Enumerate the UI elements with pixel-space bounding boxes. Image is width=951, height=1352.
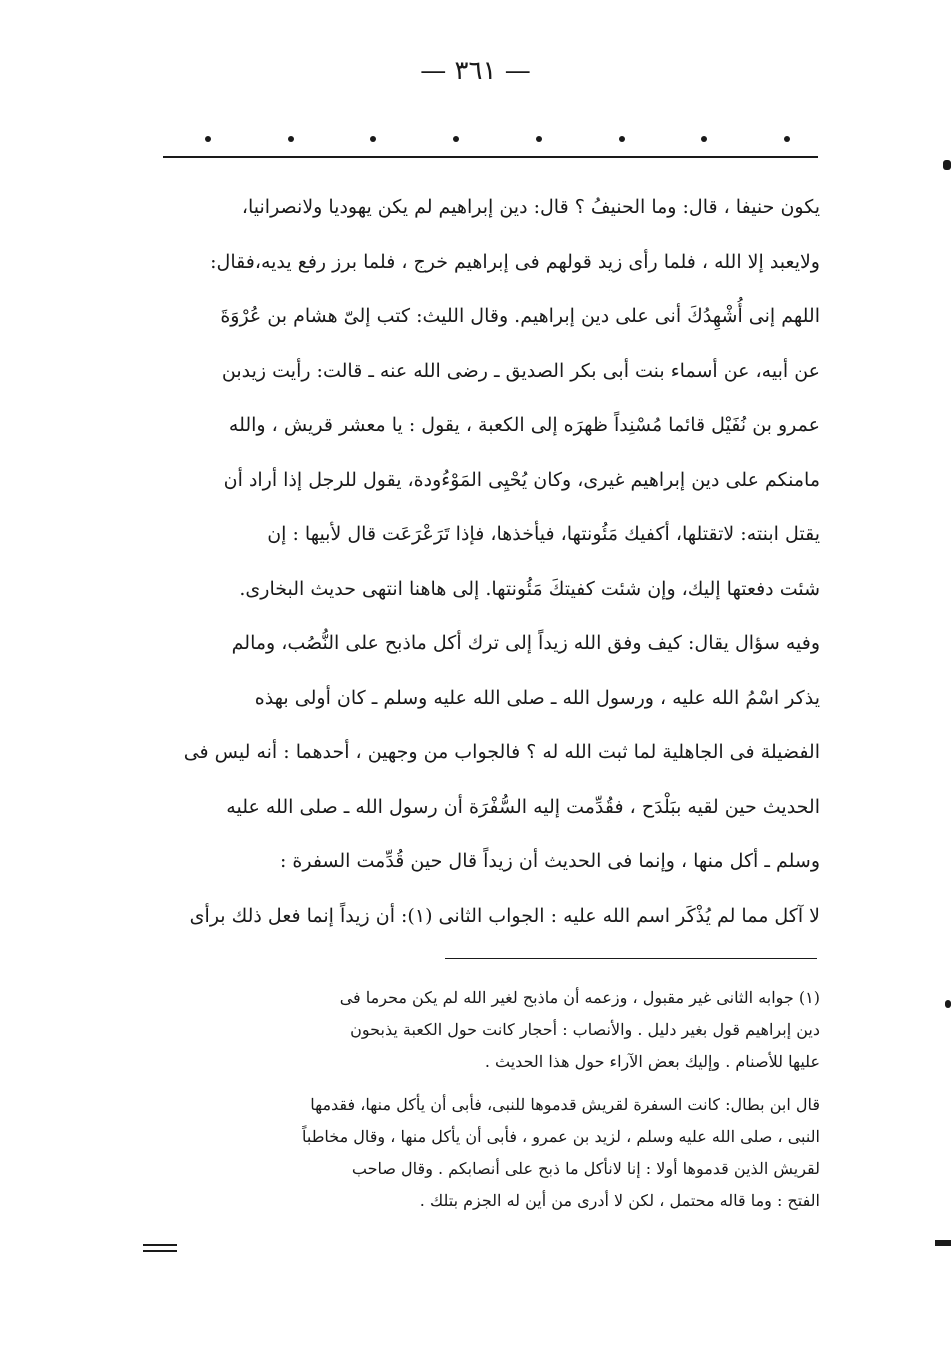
body-line: عمرو بن نُفَيْل قائما مُسْنِداً ظهرَه إلى الكعبة ، يقول : يا معشر قريش ، والله: [228, 414, 820, 436]
header-rule: [163, 156, 818, 158]
ornament-dot: [370, 136, 376, 142]
body-line: الفضيلة فى الجاهلية لما ثبت الله له ؟ فالجواب من وجهين ، أحدهما : أنه ليس فى: [183, 741, 820, 763]
footnote-line: الفتح : وما قاله محتمل ، لكن لا أدرى من أين له الجزم بتلك .: [419, 1191, 820, 1211]
ornament-dot: [619, 136, 625, 142]
body-line: اللهم إنى أُشْهِدُكَ أنى على دين إبراهيم. وقال الليث: كتب إلىّ هشام بن عُرْوَةَ: [220, 305, 820, 327]
footnote-line: عليها للأصنام . وإليك بعض الآراء حول هذا الحديث .: [484, 1052, 820, 1072]
ornament-dot: [453, 136, 459, 142]
footnote-line: قال ابن بطال: كانت السفرة لقريش قدموها للنبى، فأبى أن يأكل منها، فقدمها: [310, 1094, 820, 1114]
body-line: وسلم ـ أكل منها ، وإنما فى الحديث أن زيداً قال حين قُدِّمت السفرة :: [279, 850, 820, 872]
footnote-line: لقريش الذين قدموها أولا : إنا لانأكل ما ذبح على أنصابكم . وقال صاحب: [351, 1158, 820, 1178]
ornament-dot: [701, 136, 707, 142]
footnote-gap: [160, 1079, 820, 1089]
footnote-line: النبى ، صلى الله عليه وسلم ، لزيد بن عمرو ، فأبى أن يأكل منها ، وقال مخاطباً: [301, 1126, 820, 1146]
margin-mark: [943, 160, 951, 170]
body-line: يقتل ابنته: لاتقتلها، أكفيك مَئُونتها، فيأخذها، فإذا تَرَعْرَعَت قال لأبيها : إن: [267, 523, 820, 545]
body-line: وفيه سؤال يقال: كيف وفق الله زيداً إلى ترك أكل ماذبح على النُّصُب، ومالم: [231, 632, 820, 654]
body-line: لا آكل مما لم يُذْكَر اسم الله عليه : الجواب الثانى (١): أن زيداً إنما فعل ذلك برأى: [189, 904, 820, 927]
footnote-separator: [445, 958, 817, 959]
body-line: يذكر اسْمُ الله عليه ، ورسول الله ـ صلى الله عليه وسلم ـ كان أولى بهذه: [254, 686, 820, 709]
page-number: — ٣٦١ —: [420, 56, 531, 86]
body-line: شئت دفعتها إليك، وإن شئت كفيتكَ مَئُونتها. إلى هاهنا انتهى حديث البخارى.: [239, 577, 820, 600]
body-line: ولايعبد إلا الله ، فلما رأى زيد قولهم فى إبراهيم خرج ، فلما برز رفع يديه،فقال:: [210, 250, 820, 273]
margin-mark: [935, 1240, 951, 1246]
footnote-line: (١) جوابه الثانى غير مقبول ، وزعمه أن ماذبح لغير الله لم يكن محرما فى: [339, 988, 820, 1007]
footnote-line: دين إبراهيم قول بغير دليل . والأنصاب : أحجار كانت حول الكعبة يذبحون: [350, 1020, 820, 1040]
margin-mark: [945, 1000, 951, 1008]
ornament-dot: [784, 136, 790, 142]
ornament-dot: [536, 136, 542, 142]
signature-dash-mark: [143, 1244, 177, 1254]
ornament-dot: [205, 136, 211, 142]
body-line: الحديث حين لقيه ببَلْدَح ، فقُدِّمت إليه السُّفْرَة أن رسول الله ـ صلى الله عليه: [226, 795, 820, 818]
main-body-text: [160, 180, 820, 943]
ornament-dot: [288, 136, 294, 142]
body-line: يكون حنيفا ، قال: وما الحنيفُ ؟ قال: دين إبراهيم لم يكن يهوديا ولانصرانيا،: [241, 196, 820, 218]
body-line: عن أبيه، عن أسماء بنت أبى بكر الصديق ـ رضى الله عنه ـ قالت: رأيت زيدبن: [221, 359, 820, 382]
ornament-dots: [205, 132, 790, 146]
footnotes: [160, 982, 820, 1217]
body-line: مامنكم على دين إبراهيم غيرى، وكان يُحْيِى المَوْءُودة، يقول للرجل إذا أراد أن: [223, 468, 820, 491]
